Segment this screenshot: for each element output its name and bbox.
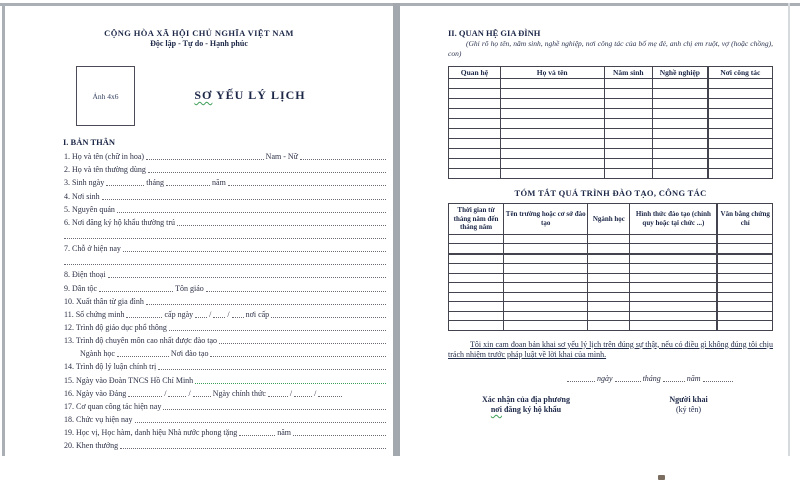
empty-table-row <box>449 234 773 244</box>
empty-cell <box>500 119 604 129</box>
photo-placeholder-box <box>76 66 135 126</box>
empty-cell <box>449 302 504 312</box>
empty-cell <box>504 273 588 283</box>
dotted-leader <box>271 316 386 318</box>
dotted-leader <box>99 290 173 292</box>
form-line-label: 2. Họ và tên thường dùng <box>64 165 146 175</box>
form-line-label: 7. Chỗ ở hiện nay <box>64 244 121 254</box>
empty-cell <box>630 302 717 312</box>
empty-cell <box>717 302 772 312</box>
empty-table-row <box>449 311 773 321</box>
dotted-leader <box>128 395 162 397</box>
empty-table-row <box>449 109 773 119</box>
form-line <box>63 399 387 412</box>
empty-cell <box>449 149 501 159</box>
empty-cell <box>653 139 708 149</box>
form-line-label: 18. Chức vụ hiện nay <box>64 414 133 424</box>
empty-cell <box>717 234 772 244</box>
empty-cell <box>588 283 630 293</box>
form-line-label: năm <box>212 178 226 188</box>
form-line-label: / <box>314 388 317 398</box>
empty-cell <box>449 254 504 264</box>
form-line-label: 8. Điện thoại <box>64 270 106 280</box>
empty-cell <box>500 129 604 139</box>
dotted-leader-green <box>195 382 386 384</box>
form-line-label: 17. Cơ quan công tác hiện nay <box>64 401 162 411</box>
empty-cell <box>604 139 653 149</box>
empty-cell <box>588 302 630 312</box>
empty-cell <box>588 321 630 331</box>
dotted-leader <box>213 316 225 318</box>
training-section-title: TÓM TẮT QUÁ TRÌNH ĐÀO TẠO, CÔNG TÁC <box>514 188 707 198</box>
empty-cell <box>653 159 708 169</box>
empty-cell <box>449 273 504 283</box>
dotted-leader <box>64 263 386 265</box>
form-line-label: 5. Nguyên quán <box>64 204 115 214</box>
empty-cell <box>630 234 717 244</box>
empty-cell <box>588 292 630 302</box>
empty-table-row <box>449 244 773 254</box>
empty-cell <box>708 139 773 149</box>
family-table <box>448 66 773 179</box>
column-header: Năm sinh <box>604 67 653 79</box>
form-line-label: Nơi đào tạo <box>170 349 209 359</box>
empty-cell <box>630 292 717 302</box>
empty-cell <box>708 159 773 169</box>
national-motto-line2: Độc lập - Tự do - Hạnh phúc <box>150 39 248 48</box>
empty-cell <box>504 292 588 302</box>
local-authority-line2-rest: đăng ký hộ khẩu <box>501 405 562 414</box>
dotted-leader <box>268 395 288 397</box>
dotted-leader <box>126 316 162 318</box>
form-line-label: 9. Dân tộc <box>64 283 98 293</box>
form-line <box>63 372 387 385</box>
dotted-leader <box>102 198 386 200</box>
dotted-leader <box>239 434 275 436</box>
empty-cell <box>504 321 588 331</box>
empty-cell <box>504 311 588 321</box>
empty-cell <box>504 283 588 293</box>
empty-table-row <box>449 292 773 302</box>
empty-cell <box>630 273 717 283</box>
form-line <box>63 267 387 280</box>
empty-cell <box>708 99 773 109</box>
section-1-title: I. BẢN THÂN <box>63 137 116 147</box>
empty-table-row <box>449 149 773 159</box>
empty-cell <box>449 159 501 169</box>
empty-cell <box>653 109 708 119</box>
form-line <box>63 280 387 293</box>
signature-row <box>448 395 773 416</box>
empty-cell <box>717 311 772 321</box>
page-1 <box>5 6 393 457</box>
form-line <box>63 412 387 425</box>
empty-cell <box>630 254 717 264</box>
empty-cell <box>449 99 501 109</box>
dotted-leader <box>294 395 312 397</box>
local-authority-line2 <box>448 405 604 416</box>
form-line <box>63 425 387 438</box>
dotted-leader <box>318 395 342 397</box>
empty-cell <box>500 89 604 99</box>
empty-table-row <box>449 79 773 89</box>
form-line <box>63 254 387 267</box>
empty-cell <box>588 311 630 321</box>
empty-cell <box>604 119 653 129</box>
empty-cell <box>653 79 708 89</box>
date-line <box>566 374 773 384</box>
empty-cell <box>449 234 504 244</box>
empty-cell <box>653 149 708 159</box>
empty-cell <box>630 311 717 321</box>
dotted-leader <box>210 355 386 357</box>
form-line-label: 14. Trình độ lý luận chính trị <box>64 362 157 372</box>
empty-cell <box>504 302 588 312</box>
document-title <box>145 88 355 103</box>
empty-table-row <box>449 302 773 312</box>
dotted-leader <box>567 380 595 382</box>
declarant-line1: Người khai <box>669 394 708 404</box>
form-line-label: năm <box>686 373 701 383</box>
page-2-content <box>448 6 773 416</box>
form-line <box>63 162 387 175</box>
column-header: Quan hệ <box>449 67 501 79</box>
empty-cell <box>604 109 653 119</box>
empty-cell <box>630 321 717 331</box>
empty-cell <box>717 321 772 331</box>
form-line-label: Nam - Nữ <box>265 152 298 162</box>
dotted-leader <box>219 342 386 344</box>
form-line <box>63 386 387 399</box>
form-line <box>63 241 387 254</box>
dotted-leader <box>169 329 386 331</box>
empty-cell <box>717 292 772 302</box>
column-header: Họ và tên <box>500 67 604 79</box>
form-line-label: Ngày chính thức <box>212 388 266 398</box>
dotted-leader <box>166 184 210 186</box>
document-title-word1: SƠ <box>194 88 213 102</box>
empty-cell <box>630 244 717 254</box>
empty-cell <box>708 79 773 89</box>
empty-cell <box>449 311 504 321</box>
dotted-leader <box>206 290 386 292</box>
empty-cell <box>717 273 772 283</box>
dotted-leader <box>158 368 386 370</box>
empty-table-row <box>449 254 773 264</box>
form-line-label: nơi cấp <box>245 309 270 319</box>
form-line <box>63 202 387 215</box>
form-line <box>63 228 387 241</box>
empty-cell <box>653 89 708 99</box>
empty-cell <box>604 159 653 169</box>
empty-cell <box>588 264 630 274</box>
dotted-leader <box>120 447 386 449</box>
empty-table-row <box>449 139 773 149</box>
empty-cell <box>604 149 653 159</box>
form-line-label: 20. Khen thưởng <box>64 441 119 451</box>
declarant-line2: (ký tên) <box>675 405 702 414</box>
column-header: Ngành học <box>588 204 630 235</box>
empty-cell <box>449 89 501 99</box>
empty-cell <box>449 119 501 129</box>
form-line-label: cấp ngày <box>164 309 194 319</box>
empty-table-row <box>449 129 773 139</box>
empty-cell <box>708 109 773 119</box>
form-line-label: ngày <box>597 373 613 383</box>
empty-table-row <box>449 321 773 331</box>
empty-cell <box>588 254 630 264</box>
dotted-leader <box>168 395 186 397</box>
empty-cell <box>630 283 717 293</box>
form-line-label: năm <box>277 428 291 438</box>
dotted-leader <box>117 211 386 213</box>
empty-cell <box>653 119 708 129</box>
local-authority-signature-block <box>448 395 604 416</box>
empty-cell <box>449 292 504 302</box>
empty-cell <box>449 283 504 293</box>
empty-table-row <box>449 273 773 283</box>
empty-cell <box>500 99 604 109</box>
empty-cell <box>449 169 501 179</box>
dotted-leader <box>615 380 641 382</box>
empty-cell <box>449 79 501 89</box>
form-line <box>63 215 387 228</box>
dotted-leader <box>663 380 685 382</box>
national-header <box>5 28 393 48</box>
empty-cell <box>708 129 773 139</box>
dotted-leader <box>148 171 386 173</box>
form-line-label: / <box>289 388 293 398</box>
empty-cell <box>449 244 504 254</box>
form-line-label: / <box>164 388 167 398</box>
empty-cell <box>708 89 773 99</box>
form-line <box>63 149 387 162</box>
page-frame-right <box>788 3 790 456</box>
empty-table-row <box>449 169 773 179</box>
empty-cell <box>504 234 588 244</box>
empty-cell <box>504 244 588 254</box>
form-line-label: / <box>188 388 191 398</box>
empty-cell <box>449 264 504 274</box>
empty-table-row <box>449 159 773 169</box>
empty-cell <box>717 254 772 264</box>
empty-cell <box>708 149 773 159</box>
page-2 <box>400 6 788 457</box>
dotted-leader <box>177 224 386 226</box>
empty-cell <box>500 159 604 169</box>
empty-cell <box>630 264 717 274</box>
form-line <box>63 188 387 201</box>
form-line <box>63 175 387 188</box>
dotted-leader <box>293 434 386 436</box>
empty-cell <box>504 264 588 274</box>
column-header: Nghề nghiệp <box>653 67 708 79</box>
dotted-leader <box>106 184 144 186</box>
empty-cell <box>449 321 504 331</box>
dotted-leader <box>146 158 264 160</box>
form-line-label: Tôn giáo <box>175 283 204 293</box>
empty-cell <box>449 129 501 139</box>
column-header: Hình thức đào tạo (chính quy hoặc tại chức ...) <box>630 204 717 235</box>
column-header: Văn bằng chứng chỉ <box>717 204 772 235</box>
empty-cell <box>588 244 630 254</box>
dotted-leader <box>300 158 386 160</box>
form-line-label: Ngành học <box>80 349 115 359</box>
empty-cell <box>500 79 604 89</box>
dotted-leader <box>64 237 386 239</box>
photo-placeholder-label: Ảnh 4x6 <box>92 91 119 101</box>
document-title-rest: YẾU LÝ LỊCH <box>212 88 306 102</box>
form-line-label: 10. Xuất thân từ gia đình <box>64 296 144 306</box>
declaration-text: Tôi xin cam đoan bản khai sơ yếu lý lịch trên đúng sự thật, nếu có điều gì không đúng tôi chịu trách nhiệm trước pháp luật về lời khai của mình. <box>448 339 773 359</box>
dotted-leader <box>123 250 386 252</box>
form-line-label: 6. Nơi đăng ký hộ khẩu thường trú <box>64 217 176 227</box>
empty-cell <box>653 169 708 179</box>
column-header: Thời gian từ tháng năm đến tháng năm <box>449 204 504 235</box>
page-divider <box>393 3 400 456</box>
dotted-leader <box>146 303 386 305</box>
empty-cell <box>708 119 773 129</box>
form-line-label: 3. Sinh ngày <box>64 178 105 188</box>
empty-cell <box>653 129 708 139</box>
empty-table-row <box>449 89 773 99</box>
training-table <box>448 203 773 331</box>
national-motto-line1: CỘNG HÒA XÃ HỘI CHỦ NGHĨA VIỆT NAM <box>104 28 294 38</box>
column-header: Tên trường hoặc cơ sở đào tạo <box>504 204 588 235</box>
empty-table-row <box>449 99 773 109</box>
form-line-label: 1. Họ và tên (chữ in hoa) <box>64 152 145 162</box>
form-line-label: / <box>209 309 212 319</box>
form-line-label: / <box>227 309 230 319</box>
section-2-title: II. QUAN HỆ GIA ĐÌNH <box>448 28 541 38</box>
form-line <box>63 294 387 307</box>
local-authority-line1: Xác nhận của địa phương <box>482 394 570 404</box>
local-authority-line2-word1: nơi <box>490 405 502 414</box>
dotted-leader <box>108 276 386 278</box>
form-line <box>63 359 387 372</box>
family-table-header-row <box>449 67 773 79</box>
section-2-note: (Ghi rõ họ tên, năm sinh, nghề nghiệp, nơi công tác của bố mẹ đẻ, anh chị em ruột, vợ (hoặc chồng), con) <box>448 39 773 58</box>
form-line-label: 4. Nơi sinh <box>64 191 100 201</box>
empty-table-row <box>449 119 773 129</box>
empty-cell <box>588 273 630 283</box>
form-line <box>63 320 387 333</box>
empty-cell <box>588 234 630 244</box>
declarant-signature-block <box>604 395 773 416</box>
form-line <box>63 346 387 359</box>
form-line-label: 15. Ngày vào Đoàn TNCS Hồ Chí Minh <box>64 375 194 385</box>
form-line-label: 11. Số chứng minh <box>64 309 125 319</box>
empty-cell <box>604 129 653 139</box>
dotted-leader <box>163 408 386 410</box>
empty-cell <box>604 79 653 89</box>
form-line <box>63 438 387 451</box>
empty-cell <box>500 139 604 149</box>
dotted-leader <box>228 184 386 186</box>
dotted-leader <box>117 355 169 357</box>
form-line-label: 19. Học vị, Học hàm, danh hiệu Nhà nước phong tặng <box>64 428 238 438</box>
empty-cell <box>604 99 653 109</box>
empty-cell <box>500 149 604 159</box>
training-table-header-row <box>449 204 773 235</box>
empty-table-row <box>449 264 773 274</box>
form-line <box>63 333 387 346</box>
form-line <box>63 307 387 320</box>
form-line-label: 13. Trình độ chuyên môn cao nhất được đào tạo <box>64 336 217 346</box>
empty-cell <box>504 254 588 264</box>
empty-cell <box>449 139 501 149</box>
empty-cell <box>500 109 604 119</box>
empty-cell <box>708 169 773 179</box>
empty-cell <box>604 169 653 179</box>
dotted-leader <box>232 316 244 318</box>
empty-cell <box>717 264 772 274</box>
dotted-leader <box>195 316 207 318</box>
empty-cell <box>653 99 708 109</box>
empty-cell <box>717 244 772 254</box>
empty-cell <box>604 89 653 99</box>
form-line-label: 16. Ngày vào Đảng <box>64 388 127 398</box>
dotted-leader <box>193 395 211 397</box>
form-line-label: tháng <box>146 178 165 188</box>
form-line-label: tháng <box>642 373 661 383</box>
empty-cell <box>500 169 604 179</box>
empty-cell <box>717 283 772 293</box>
empty-cell <box>449 109 501 119</box>
dotted-leader <box>135 421 386 423</box>
empty-table-row <box>449 283 773 293</box>
form-line-label: 12. Trình độ giáo dục phổ thông <box>64 322 167 332</box>
personal-info-form-lines <box>63 149 387 451</box>
watermark-mark <box>658 475 665 480</box>
dotted-leader <box>703 380 733 382</box>
column-header: Nơi công tác <box>708 67 773 79</box>
